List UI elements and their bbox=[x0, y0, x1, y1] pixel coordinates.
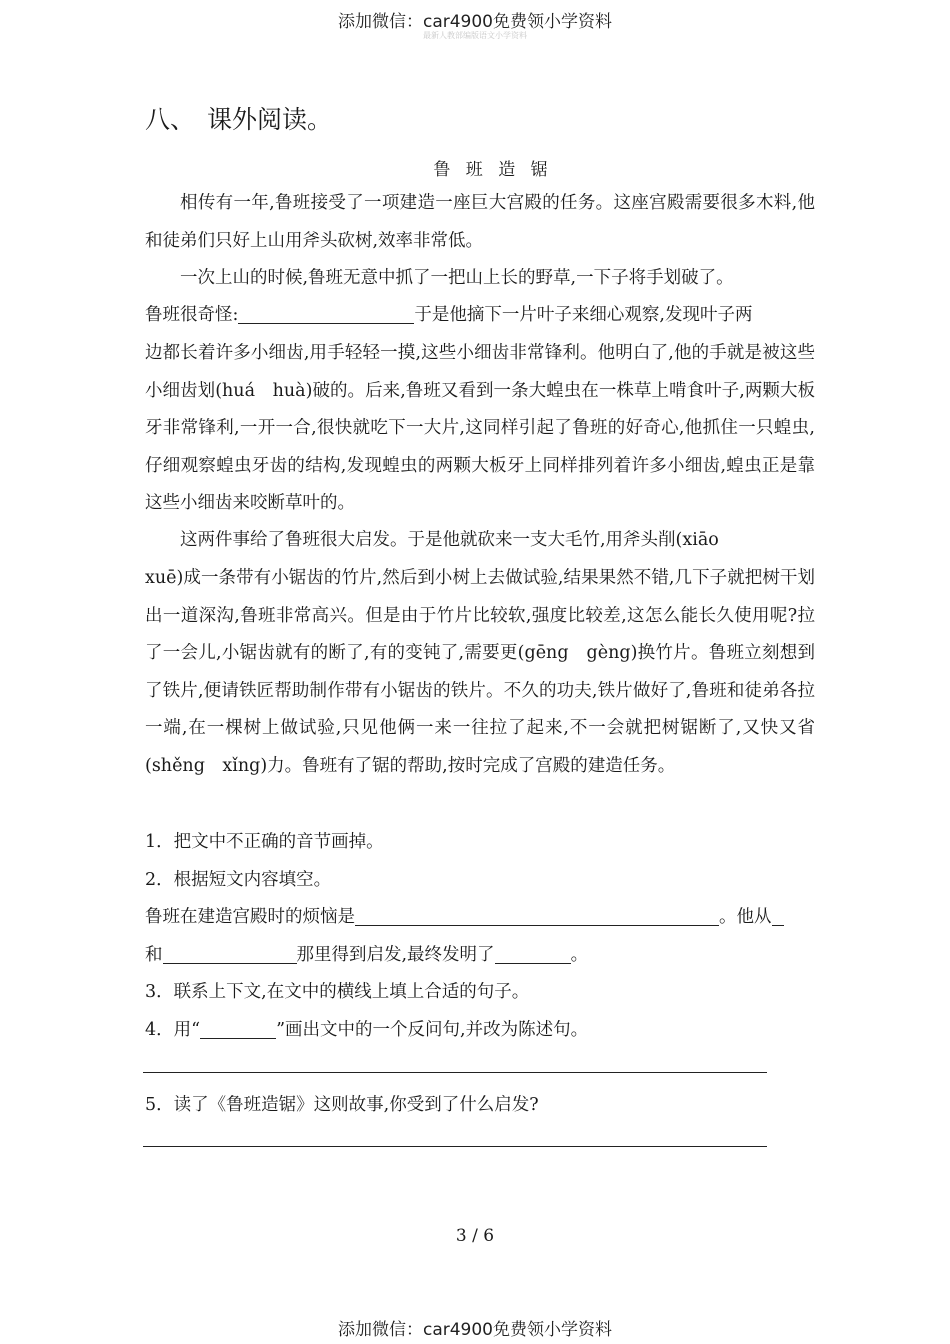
section-number: 八、 bbox=[145, 105, 196, 134]
watermark-bottom: 添加微信：car4900免费领小学资料 bbox=[337, 1320, 613, 1340]
paragraph-1: 相传有一年,鲁班接受了一项建造一座巨大宫殿的任务。这座宫殿需要很多木料,他和徒弟们只好上山用斧头砍树,效率非常低。 bbox=[145, 193, 815, 251]
fill-suffix: 于是他摘下一片叶子来细心观察,发现叶子两 bbox=[414, 305, 753, 325]
question-5: 5．读了《鲁班造锯》这则故事,你受到了什么启发? bbox=[145, 1095, 539, 1115]
story-title: 鲁 班 造 锯 bbox=[433, 160, 553, 180]
blank-invention[interactable] bbox=[495, 943, 571, 964]
q2-text-b: 。他从 bbox=[719, 907, 772, 927]
paragraph-3-line-1: 这两件事给了鲁班很大启发。于是他就砍来一支大毛竹,用斧头削(xiāo bbox=[180, 530, 719, 550]
question-2-line-a bbox=[145, 903, 784, 928]
blank-line-sample bbox=[200, 1018, 276, 1039]
fill-prefix: 鲁班很奇怪: bbox=[145, 305, 239, 325]
q4-text-a: 4．用“ bbox=[145, 1020, 201, 1040]
faint-header: 最新人教部编版语文小学资料 bbox=[423, 31, 527, 40]
section-title: 课外阅读。 bbox=[207, 105, 333, 134]
paragraph-2-rest: 边都长着许多小细齿,用手轻轻一摸,这些小细齿非常锋利。他明白了,他的手就是被这些小细齿划(huá huà)破的。后来,鲁班又看到一条大蝗虫在一株草上啃食叶子,两颗大板牙非常锋利,一开一合,很快就吃下一大片,这同样引起了鲁班的好奇心,他抓住一只蝗虫,仔细观察蝗虫牙齿的结构,发现蝗虫的两颗大板牙上同样排列着许多小细齿,蝗虫正是靠这些小细齿来咬断草叶的。 bbox=[145, 343, 815, 513]
q4-text-b: ”画出文中的一个反问句,并改为陈述句。 bbox=[276, 1020, 589, 1040]
q2-text-a: 鲁班在建造宫殿时的烦恼是 bbox=[145, 907, 355, 927]
question-1: 1．把文中不正确的音节画掉。 bbox=[145, 832, 384, 852]
blank-from-1[interactable] bbox=[772, 905, 784, 926]
watermark-top: 添加微信：car4900免费领小学资料 bbox=[337, 12, 613, 32]
blank-from-2[interactable] bbox=[163, 943, 297, 964]
q2-text-c: 和 bbox=[145, 945, 163, 965]
answer-line-q4[interactable] bbox=[143, 1072, 767, 1073]
paragraph-3-rest: xuē)成一条带有小锯齿的竹片,然后到小树上去做试验,结果果然不错,几下子就把树干划出一道深沟,鲁班非常高兴。但是由于竹片比较软,强度比较差,这怎么能长久使用呢?拉了一会儿,小锯齿就有的断了,有的变钝了,需要更(gēng gèng)换竹片。鲁班立刻想到了铁片,便请铁匠帮助制作带有小锯齿的铁片。不久的功夫,铁片做好了,鲁班和徒弟各拉一端,在一棵树上做试验,只见他俩一来一往拉了起来,不一会就把树锯断了,又快又省(shěng xǐng)力。鲁班有了锯的帮助,按时完成了宫殿的建造任务。 bbox=[145, 568, 815, 776]
q2-text-d: 那里得到启发,最终发明了 bbox=[296, 945, 495, 965]
question-3: 3．联系上下文,在文中的横线上填上合适的句子。 bbox=[145, 982, 530, 1002]
page-number: 3 / 6 bbox=[455, 1226, 495, 1246]
question-2-line-b bbox=[145, 941, 588, 966]
answer-line-q5[interactable] bbox=[143, 1146, 767, 1147]
paragraph-2-line-1: 一次上山的时候,鲁班无意中抓了一把山上长的野草,一下子将手划破了。 bbox=[180, 268, 734, 288]
paragraph-2-fill-line bbox=[145, 297, 752, 335]
section-heading bbox=[145, 100, 332, 136]
fill-blank-sentence[interactable] bbox=[238, 303, 414, 324]
question-4 bbox=[145, 1016, 588, 1041]
blank-worry[interactable] bbox=[355, 905, 719, 926]
q2-text-e: 。 bbox=[570, 945, 589, 965]
question-2: 2．根据短文内容填空。 bbox=[145, 870, 332, 890]
